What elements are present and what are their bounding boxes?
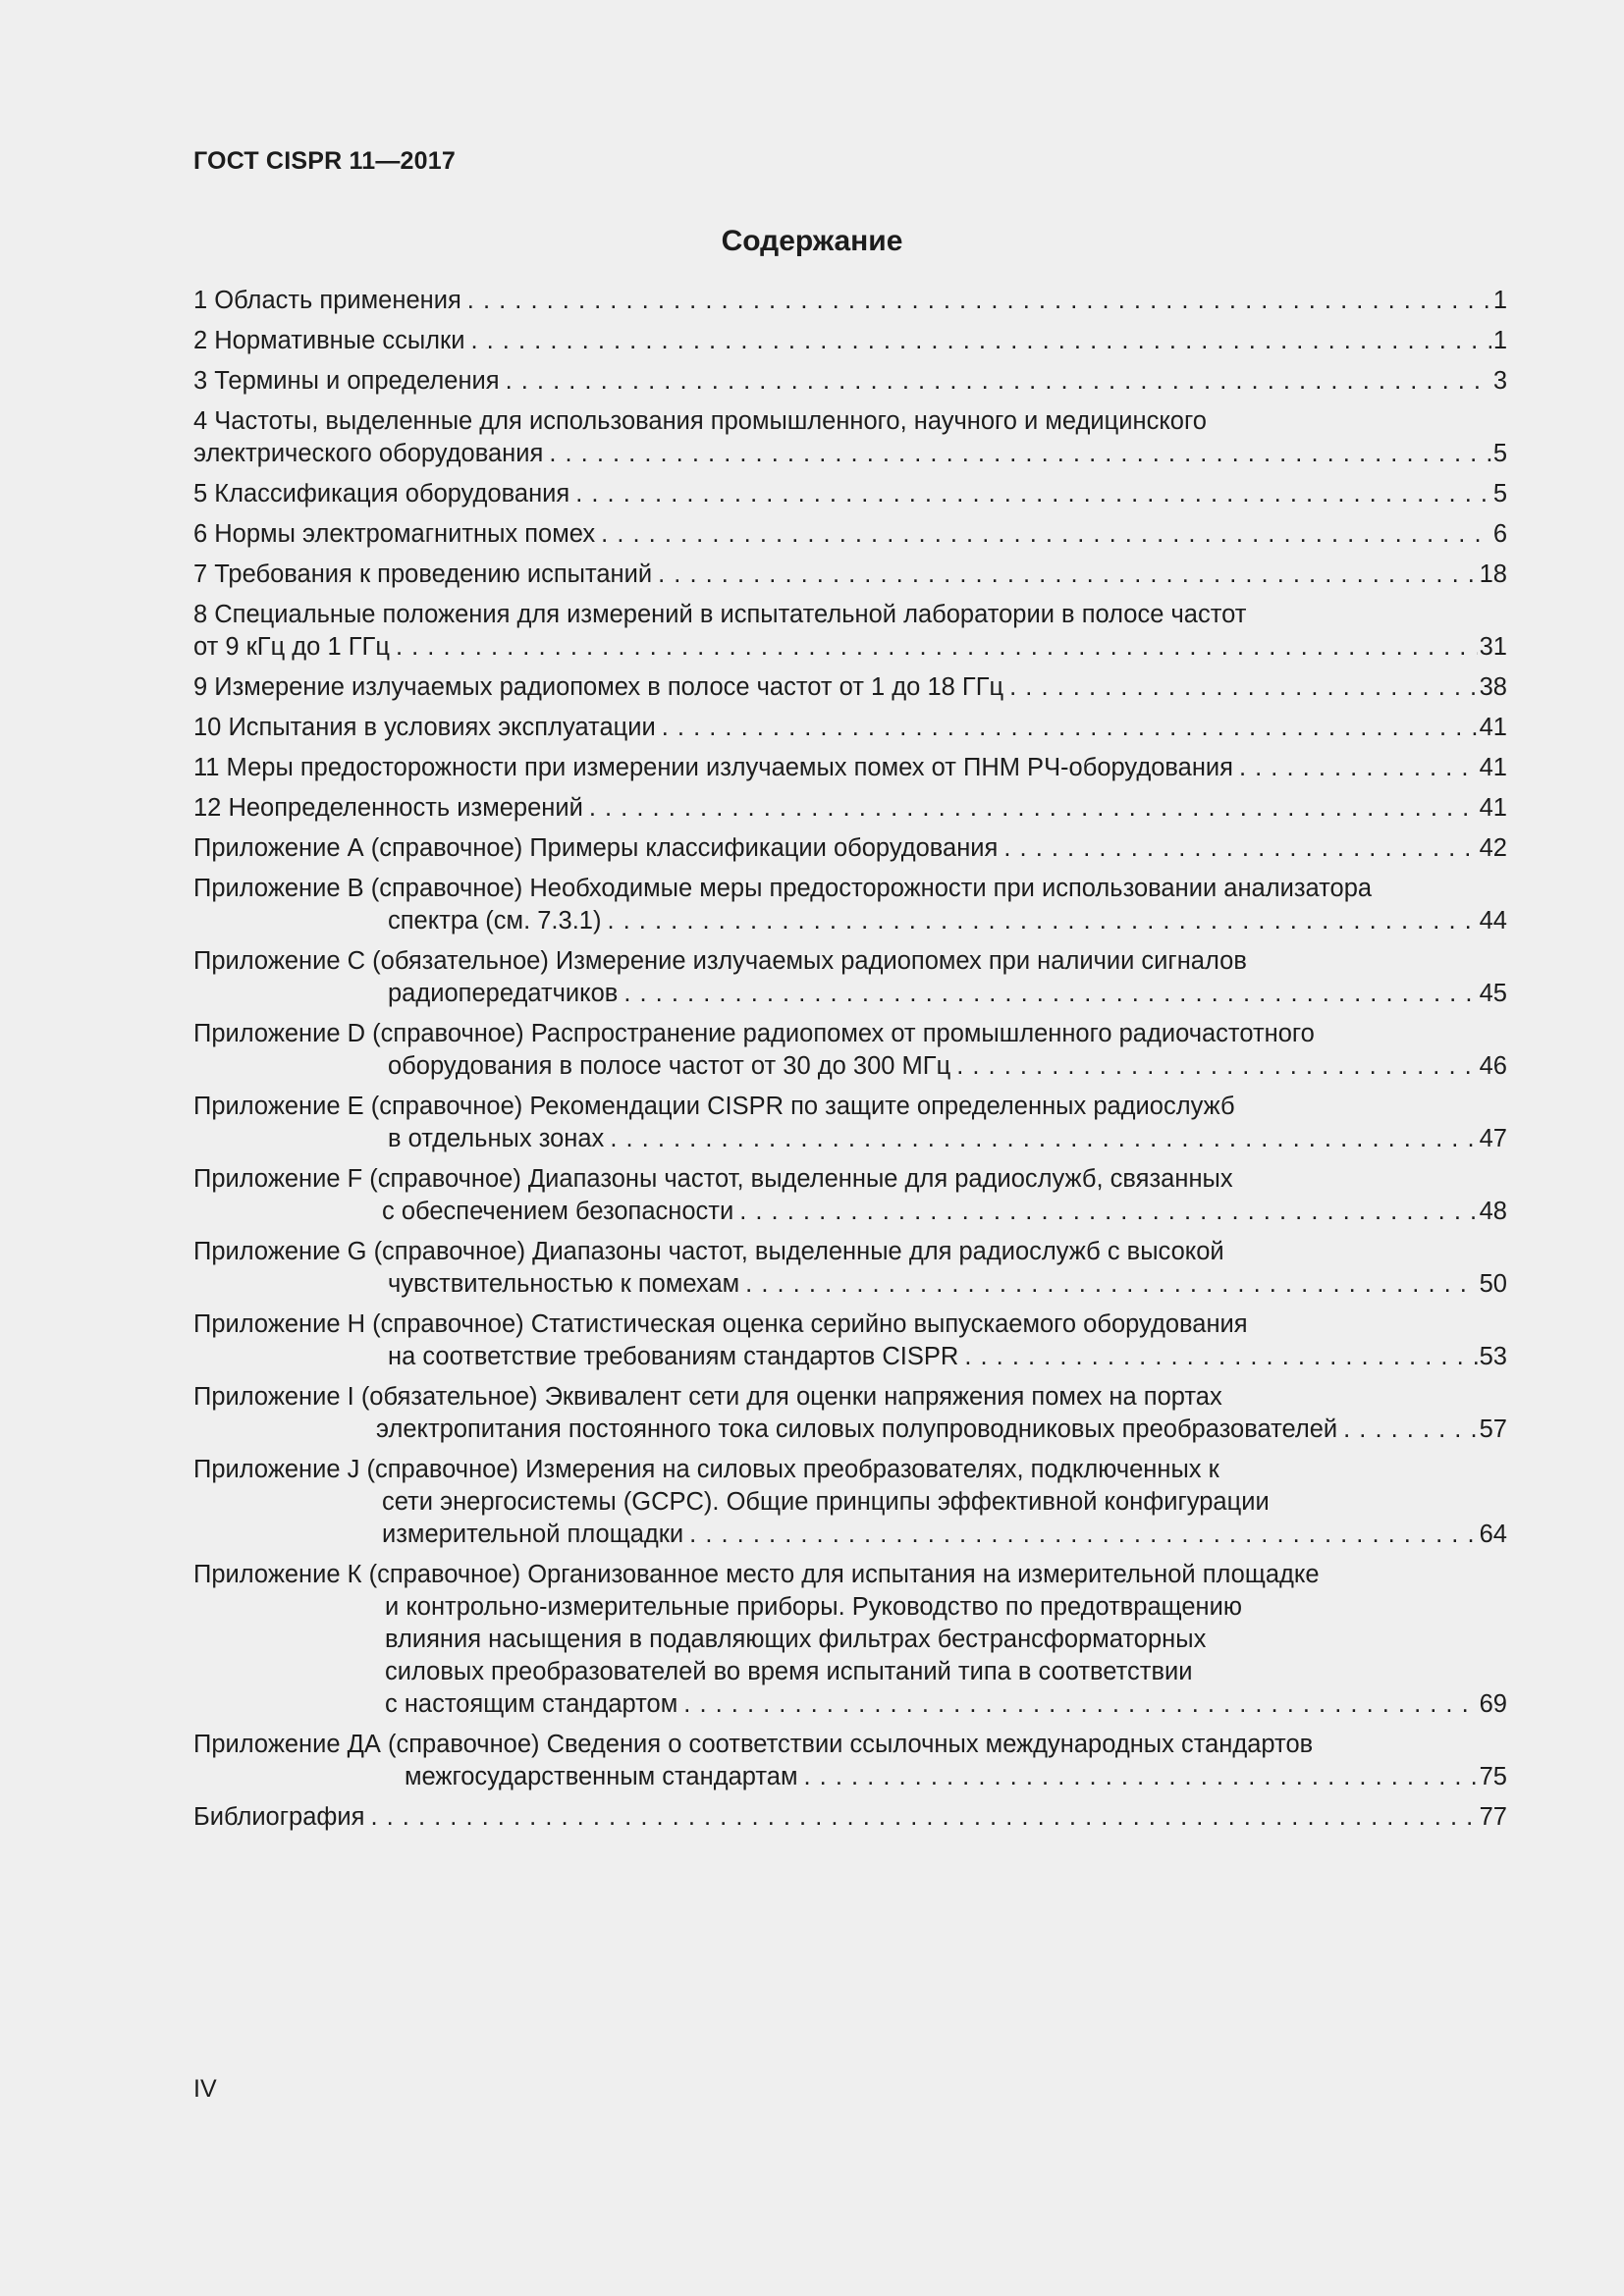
toc-entry-page: 38 xyxy=(1479,673,1507,701)
toc-entry-line: Приложение D (справочное) Распространение радиопомех от промышленного радиочастотного xyxy=(193,1020,1315,1047)
toc-entry-2[interactable] xyxy=(193,325,1507,357)
dot-leader xyxy=(652,559,1478,591)
toc-entry-line: Приложение К (справочное) Организованное место для испытания на измерительной площадке xyxy=(193,1561,1320,1588)
toc-entry-page: 3 xyxy=(1492,367,1507,395)
toc-entry-page: 69 xyxy=(1479,1690,1507,1718)
toc-entry-8[interactable] xyxy=(193,599,1507,664)
toc-entry-line: Приложение J (справочное) Измерения на силовых преобразователях, подключенных к xyxy=(193,1456,1219,1483)
toc-entry-text: 12 Неопределенность измерений xyxy=(193,794,583,822)
toc-entry-text: 6 Нормы электромагнитных помех xyxy=(193,520,596,548)
toc-entry-text: чувствительностью к помехам xyxy=(388,1270,740,1298)
toc-entry-line: Приложение G (справочное) Диапазоны частот, выделенные для радиослужб с высокой xyxy=(193,1238,1224,1265)
dot-leader xyxy=(998,832,1477,865)
toc-entry-text: 9 Измерение излучаемых радиопомех в полосе частот от 1 до 18 ГГц xyxy=(193,673,1004,701)
toc-entry-3[interactable] xyxy=(193,365,1507,398)
dot-leader xyxy=(739,1268,1477,1301)
toc-entry-line: 4 Частоты, выделенные для использования промышленного, научного и медицинского xyxy=(193,407,1207,435)
toc-entry-annex-e[interactable] xyxy=(193,1091,1507,1155)
toc-entry-page: 18 xyxy=(1479,561,1507,588)
dot-leader xyxy=(569,478,1491,510)
toc-entry-page: 53 xyxy=(1479,1343,1507,1370)
dot-leader xyxy=(543,438,1490,470)
toc-entry-page: 41 xyxy=(1479,714,1507,741)
dot-leader xyxy=(464,325,1490,357)
toc-entry-page: 44 xyxy=(1479,907,1507,934)
toc-entry-page: 42 xyxy=(1479,834,1507,862)
toc-entry-12[interactable] xyxy=(193,792,1507,825)
dot-leader xyxy=(461,285,1491,317)
toc-entry-page: 6 xyxy=(1492,520,1507,548)
toc-entry-text: 11 Меры предосторожности при измерении излучаемых помех от ПНМ РЧ-оборудования xyxy=(193,754,1233,781)
toc-entry-annex-d[interactable] xyxy=(193,1018,1507,1083)
toc-entry-line: Приложение ДА (справочное) Сведения о соответствии ссылочных международных стандартов xyxy=(193,1731,1314,1758)
toc-entry-text: 1 Область применения xyxy=(193,287,461,314)
toc-entry-page: 41 xyxy=(1479,794,1507,822)
toc-entry-10[interactable] xyxy=(193,712,1507,744)
dot-leader xyxy=(604,1123,1477,1155)
toc-entry-page: 45 xyxy=(1479,980,1507,1007)
toc-entry-line: влияния насыщения в подавляющих фильтрах бестрансформаторных xyxy=(385,1626,1207,1653)
dot-leader xyxy=(500,365,1491,398)
dot-leader xyxy=(1233,752,1478,784)
dot-leader xyxy=(583,792,1478,825)
toc-entry-text: 5 Классификация оборудования xyxy=(193,480,570,507)
toc-entry-text: оборудования в полосе частот от 30 до 300 МГц xyxy=(388,1052,951,1080)
toc-entry-1[interactable] xyxy=(193,285,1507,317)
toc-entry-line: Приложение I (обязательное) Эквивалент сети для оценки напряжения помех на портах xyxy=(193,1383,1222,1411)
toc-entry-bibliography[interactable] xyxy=(193,1801,1507,1834)
toc-entry-page: 1 xyxy=(1492,327,1507,354)
toc-entry-line: силовых преобразователей во время испытаний типа в соответствии xyxy=(385,1658,1193,1685)
toc-entry-text: Приложение А (справочное) Примеры классификации оборудования xyxy=(193,834,999,862)
toc-entry-text: спектра (см. 7.3.1) xyxy=(388,907,602,934)
toc-entry-line: Приложение Н (справочное) Статистическая оценка серийно выпускаемого оборудования xyxy=(193,1310,1248,1338)
toc-entry-text: на соответствие требованиям стандартов CISPR xyxy=(388,1343,959,1370)
toc-entry-line: Приложение F (справочное) Диапазоны частот, выделенные для радиослужб, связанных xyxy=(193,1165,1233,1193)
dot-leader xyxy=(364,1801,1477,1834)
toc-entry-annex-i[interactable] xyxy=(193,1381,1507,1446)
toc-entry-11[interactable] xyxy=(193,752,1507,784)
toc-entry-text: электрического оборудования xyxy=(193,440,544,467)
toc-entry-text: с настоящим стандартом xyxy=(385,1690,678,1718)
toc-entry-text: 7 Требования к проведению испытаний xyxy=(193,561,653,588)
dot-leader xyxy=(797,1761,1477,1793)
toc-entry-text: от 9 кГц до 1 ГГц xyxy=(193,633,390,661)
toc-entry-5[interactable] xyxy=(193,478,1507,510)
toc-entry-6[interactable] xyxy=(193,518,1507,551)
toc-entry-text: 3 Термины и определения xyxy=(193,367,500,395)
toc-entry-text: с обеспечением безопасности xyxy=(382,1198,734,1225)
toc-entry-text: Библиография xyxy=(193,1803,365,1831)
dot-leader xyxy=(618,978,1477,1010)
dot-leader xyxy=(656,712,1478,744)
toc-entry-page: 75 xyxy=(1479,1763,1507,1790)
toc-entry-line: Приложение В (справочное) Необходимые меры предосторожности при использовании анализатора xyxy=(193,875,1373,902)
toc-entry-line: Приложение С (обязательное) Измерение излучаемых радиопомех при наличии сигналов xyxy=(193,947,1247,975)
toc-entry-text: межгосударственным стандартам xyxy=(405,1763,798,1790)
toc-entry-page: 1 xyxy=(1492,287,1507,314)
toc-entry-text: в отдельных зонах xyxy=(388,1125,605,1152)
dot-leader xyxy=(595,518,1491,551)
dot-leader xyxy=(601,905,1477,937)
dot-leader xyxy=(950,1050,1477,1083)
dot-leader xyxy=(733,1196,1477,1228)
document-code: ГОСТ CISPR 11—2017 xyxy=(193,147,456,175)
toc-entry-page: 46 xyxy=(1479,1052,1507,1080)
dot-leader xyxy=(1003,671,1478,704)
toc-title: Содержание xyxy=(721,225,903,257)
toc-entry-page: 5 xyxy=(1492,440,1507,467)
toc-entry-page: 77 xyxy=(1479,1803,1507,1831)
toc-entry-page: 31 xyxy=(1479,633,1507,661)
toc-entry-9[interactable] xyxy=(193,671,1507,704)
toc-entry-line: Приложение Е (справочное) Рекомендации CISPR по защите определенных радиослужб xyxy=(193,1093,1235,1120)
toc-entry-page: 50 xyxy=(1479,1270,1507,1298)
toc-entry-annex-c[interactable] xyxy=(193,945,1507,1010)
toc-entry-annex-k[interactable] xyxy=(193,1559,1507,1721)
toc-entry-text: измерительной площадки xyxy=(382,1521,684,1548)
page-number: IV xyxy=(193,2075,217,2103)
toc-entry-text: радиопередатчиков xyxy=(388,980,619,1007)
dot-leader xyxy=(390,631,1478,664)
toc-entry-annex-b[interactable] xyxy=(193,873,1507,937)
toc-entry-page: 47 xyxy=(1479,1125,1507,1152)
table-of-contents xyxy=(193,285,1507,1842)
toc-entry-annex-f[interactable] xyxy=(193,1163,1507,1228)
toc-entry-annex-h[interactable] xyxy=(193,1308,1507,1373)
toc-entry-line: и контрольно-измерительные приборы. Руководство по предотвращению xyxy=(385,1593,1242,1621)
toc-entry-page: 48 xyxy=(1479,1198,1507,1225)
toc-entry-text: электропитания постоянного тока силовых полупроводниковых преобразователей xyxy=(376,1415,1338,1443)
toc-entry-text: 2 Нормативные ссылки xyxy=(193,327,465,354)
dot-leader xyxy=(677,1688,1477,1721)
toc-entry-line: 8 Специальные положения для измерений в испытательной лаборатории в полосе частот xyxy=(193,601,1247,628)
toc-entry-page: 41 xyxy=(1479,754,1507,781)
toc-entry-line: сети энергосистемы (GCPC). Общие принципы эффективной конфигурации xyxy=(382,1488,1270,1516)
toc-entry-7[interactable] xyxy=(193,559,1507,591)
toc-entry-page: 64 xyxy=(1479,1521,1507,1548)
dot-leader xyxy=(683,1519,1477,1551)
toc-entry-page: 57 xyxy=(1479,1415,1507,1443)
toc-entry-annex-da[interactable] xyxy=(193,1729,1507,1793)
toc-entry-page: 5 xyxy=(1492,480,1507,507)
toc-entry-annex-g[interactable] xyxy=(193,1236,1507,1301)
toc-entry-4[interactable] xyxy=(193,405,1507,470)
dot-leader xyxy=(958,1341,1477,1373)
dot-leader xyxy=(1337,1414,1478,1446)
toc-entry-annex-j[interactable] xyxy=(193,1454,1507,1551)
toc-entry-annex-a[interactable] xyxy=(193,832,1507,865)
toc-entry-text: 10 Испытания в условиях эксплуатации xyxy=(193,714,656,741)
